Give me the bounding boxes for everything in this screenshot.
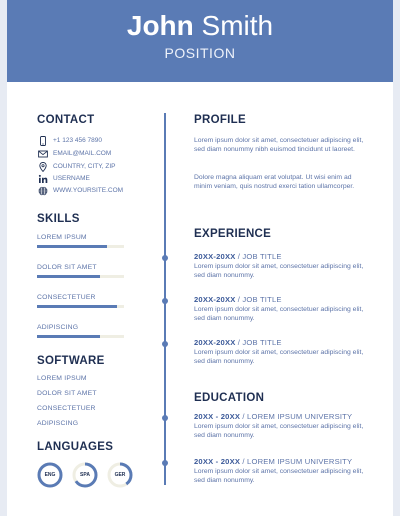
job-title: JOB TITLE (242, 252, 282, 261)
job-description: Lorem ipsum dolor sit amet, consectetuer adipiscing elit, sed diam nonummy. (194, 263, 364, 279)
education-school: LOREM IPSUM UNIVERSITY (247, 412, 353, 421)
phone-icon (37, 135, 48, 146)
education-years: 20XX - 20XX (194, 457, 241, 466)
education-years: 20XX - 20XX (194, 412, 241, 421)
contact-email[interactable] (37, 148, 111, 159)
skill-bar (37, 335, 124, 338)
skill-bar (37, 275, 124, 278)
job-title: JOB TITLE (242, 295, 282, 304)
language-ring (37, 462, 63, 488)
skill-item (37, 234, 87, 241)
education-description: Lorem ipsum dolor sit amet, consectetuer adipiscing elit, sed diam nonummy. (194, 423, 364, 439)
experience-heading: EXPERIENCE (194, 228, 272, 240)
resume-header (7, 0, 393, 82)
contact-location-text: COUNTRY, CITY, ZIP (53, 163, 116, 170)
email-icon (37, 148, 48, 159)
job-years: 20XX-20XX (194, 252, 236, 261)
resume-page (7, 0, 393, 516)
skill-bar-fill (37, 275, 100, 278)
job-heading: 20XX-20XX / JOB TITLE (194, 252, 282, 261)
education-school: LOREM IPSUM UNIVERSITY (247, 457, 353, 466)
person-name (7, 9, 393, 43)
profile-paragraph: Lorem ipsum dolor sit amet, consectetuer adipiscing elit, sed diam nonummy nibh euismod tincidunt ut laoreet. (194, 137, 364, 153)
language-ring (107, 462, 133, 488)
education-description: Lorem ipsum dolor sit amet, consectetuer adipiscing elit, sed diam nonummy. (194, 468, 364, 484)
timeline-dot (162, 460, 168, 466)
job-title: JOB TITLE (242, 338, 282, 347)
profile-heading: PROFILE (194, 114, 246, 126)
skill-bar-fill (37, 245, 107, 248)
experience-item (194, 295, 369, 323)
languages-heading: LANGUAGES (37, 441, 114, 453)
skill-label: DOLOR SIT AMET (37, 264, 97, 271)
position-title: POSITION (164, 45, 236, 61)
contact-website-text: WWW.YOURSITE.COM (53, 187, 124, 194)
education-heading-line: 20XX - 20XX / LOREM IPSUM UNIVERSITY (194, 457, 353, 466)
education-item (194, 457, 369, 485)
contact-website[interactable] (37, 185, 123, 196)
skill-bar (37, 305, 124, 308)
software-heading: SOFTWARE (37, 355, 105, 367)
software-item: CONSECTETUER (37, 405, 96, 412)
last-name: Smith (201, 10, 274, 41)
language-code: GER (114, 472, 126, 478)
skill-item (37, 264, 97, 271)
job-heading: 20XX-20XX / JOB TITLE (194, 295, 282, 304)
skills-heading: SKILLS (37, 213, 80, 225)
contact-linkedin[interactable] (37, 173, 90, 184)
software-item: DOLOR SIT AMET (37, 390, 97, 397)
skill-bar (37, 245, 124, 248)
contact-heading: CONTACT (37, 114, 95, 126)
language-code: SPA (80, 472, 90, 478)
timeline-dot (162, 341, 168, 347)
software-item: ADIPISCING (37, 420, 79, 427)
contact-phone (37, 135, 102, 146)
first-name: John (126, 10, 194, 41)
skill-bar-fill (37, 335, 100, 338)
job-heading: 20XX-20XX / JOB TITLE (194, 338, 282, 347)
linkedin-icon (37, 173, 48, 184)
skill-label: CONSECTETUER (37, 294, 96, 301)
profile-paragraph: Dolore magna aliquam erat volutpat. Ut wisi enim ad minim veniam, quis nostrud exerci tation ullamcorper. (194, 174, 355, 190)
timeline-dot (162, 298, 168, 304)
experience-item (194, 338, 369, 366)
job-description: Lorem ipsum dolor sit amet, consectetuer adipiscing elit, sed diam nonummy. (194, 349, 364, 365)
language-ring (72, 462, 98, 488)
skill-label: ADIPISCING (37, 324, 79, 331)
location-icon (37, 161, 48, 172)
education-heading: EDUCATION (194, 392, 265, 404)
contact-phone-text: +1 123 456 7890 (53, 137, 102, 144)
timeline-dot (162, 255, 168, 261)
job-description: Lorem ipsum dolor sit amet, consectetuer adipiscing elit, sed diam nonummy. (194, 306, 364, 322)
education-item (194, 412, 369, 440)
experience-item (194, 252, 369, 280)
contact-linkedin-text: USERNAME (53, 175, 90, 182)
skill-bar-fill (37, 305, 117, 308)
skill-item (37, 294, 96, 301)
job-years: 20XX-20XX (194, 295, 236, 304)
globe-icon (37, 185, 48, 196)
timeline-dot (162, 415, 168, 421)
contact-location (37, 161, 116, 172)
job-years: 20XX-20XX (194, 338, 236, 347)
skill-label: LOREM IPSUM (37, 234, 87, 241)
education-heading-line: 20XX - 20XX / LOREM IPSUM UNIVERSITY (194, 412, 353, 421)
contact-email-text: EMAIL@MAIL.COM (53, 150, 112, 157)
skill-item (37, 324, 78, 331)
software-item: LOREM IPSUM (37, 375, 87, 382)
language-code: ENG (44, 472, 56, 478)
